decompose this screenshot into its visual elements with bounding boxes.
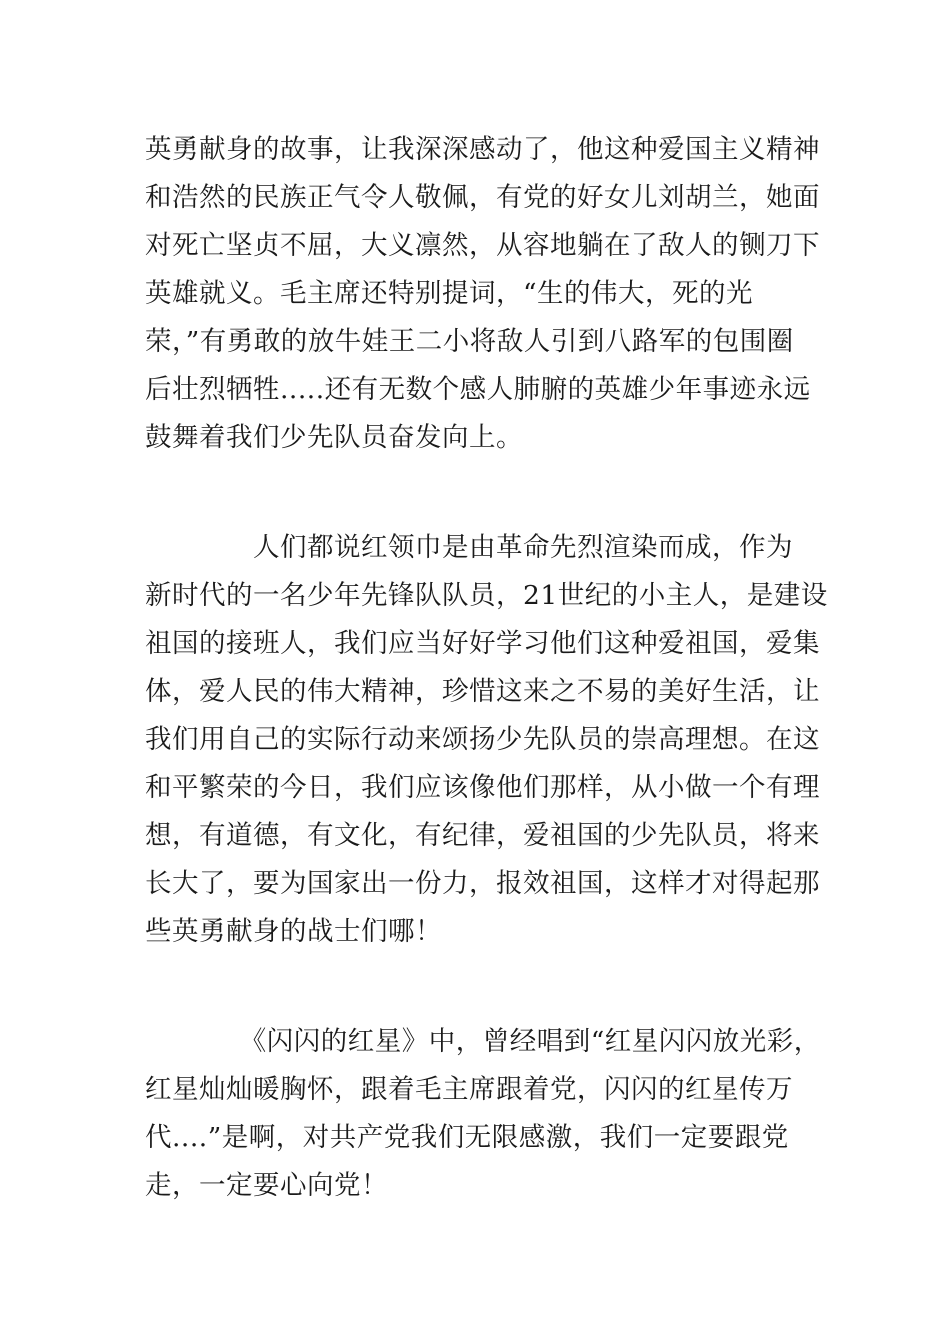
text-line: 代....”是啊，对共产党我们无限感激，我们一定要跟党 (145, 1122, 789, 1153)
text-line: 《闪闪的红星》中，曾经唱到“红星闪闪放光彩， (145, 1026, 821, 1057)
text-line: 英雄就义。毛主席还特别提词，“生的伟大，死的光 (145, 278, 754, 309)
text-line: 英勇献身的故事，让我深深感动了，他这种爱国主义精神 (145, 134, 820, 165)
text-line: 红星灿灿暖胸怀，跟着毛主席跟着党，闪闪的红星传万 (145, 1074, 793, 1105)
text-line: 些英勇献身的战士们哪！ (145, 916, 442, 947)
text-line: 走，一定要心向党！ (145, 1170, 388, 1201)
text-line: 后壮烈牺牲.....还有无数个感人肺腑的英雄少年事迹永远 (145, 374, 811, 405)
text-line: 想，有道德，有文化，有纪律，爱祖国的少先队员，将来 (145, 820, 820, 851)
paragraph-1 (145, 126, 825, 462)
text-line: 和浩然的民族正气令人敬佩，有党的好女儿刘胡兰，她面 (145, 182, 820, 213)
text-line: 荣，”有勇敢的放牛娃王二小将敌人引到八路军的包围圈 (145, 326, 794, 357)
paragraph-3 (145, 1018, 825, 1210)
text-line: 祖国的接班人，我们应当好好学习他们这种爱祖国，爱集 (145, 628, 820, 659)
text-line: 新时代的一名少年先锋队队员，21世纪的小主人，是建设 (145, 580, 828, 611)
text-line: 对死亡坚贞不屈，大义凛然，从容地躺在了敌人的铡刀下 (145, 230, 820, 261)
text-line: 鼓舞着我们少先队员奋发向上。 (145, 422, 523, 453)
text-line: 长大了，要为国家出一份力，报效祖国，这样才对得起那 (145, 868, 820, 899)
text-line: 人们都说红领巾是由革命先烈渲染而成，作为 (145, 532, 793, 563)
paragraph-2 (145, 524, 828, 956)
text-line: 和平繁荣的今日，我们应该像他们那样，从小做一个有理 (145, 772, 820, 803)
text-line: 我们用自己的实际行动来颂扬少先队员的崇高理想。在这 (145, 724, 820, 755)
text-line: 体，爱人民的伟大精神，珍惜这来之不易的美好生活，让 (145, 676, 820, 707)
